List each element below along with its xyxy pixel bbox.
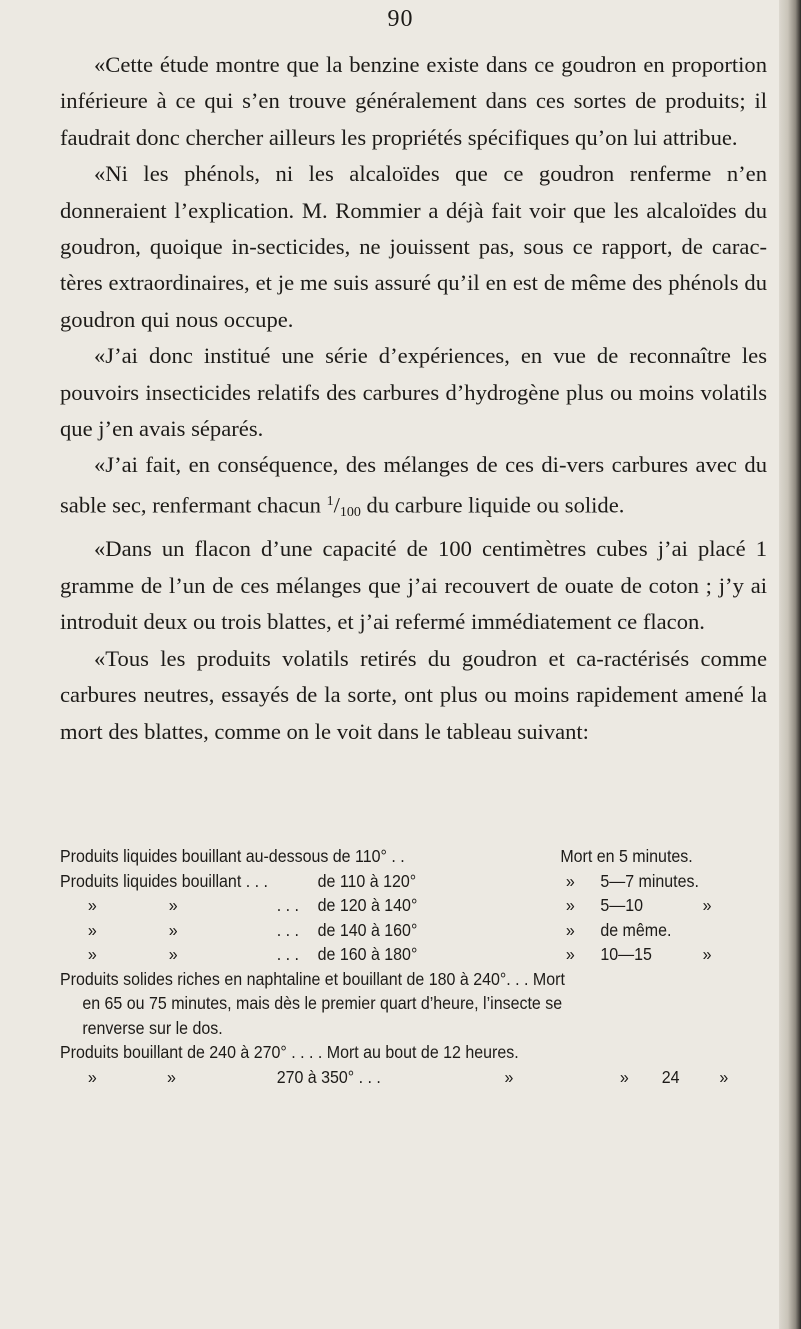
paragraph-1: «Cette étude montre que la benzine existe dans ce goudron en proportion inférieure à ce qui s’en trouve généralement dans ces sortes de produits; il faudrait donc chercher ailleurs les propriétés spécifiques qu’on lui attribue.: [60, 52, 767, 150]
results-table: [60, 844, 729, 1089]
paragraph-3: «J’ai donc institué une série d’expériences, en vue de reconnaître les pouvoirs insecticides relatifs des carbures d’hydrogène plus ou moins volatils que j’en avais séparés.: [60, 343, 767, 442]
table-cell-ditto: »: [565, 895, 575, 915]
table-cell-product: Produits liquides bouillant au-dessous de 110° . .: [60, 846, 405, 866]
table-cell-result: 5—10: [600, 895, 643, 915]
table-row: [60, 942, 718, 967]
table-cell-solides-line1: Produits solides riches en naphtaline et bouillant de 180 à 240°. . . Mort: [60, 968, 565, 989]
table-cell-result: de même.: [600, 919, 672, 940]
table-cell-leader: . . .: [276, 944, 299, 964]
table-cell-ditto: »: [619, 1066, 629, 1087]
body-text: [60, 47, 767, 750]
table-cell-ditto: »: [168, 919, 178, 940]
table-cell-ditto: »: [87, 919, 97, 940]
table-cell-ditto: »: [168, 944, 178, 964]
table-cell-range: 270 à 350° . . .: [276, 1066, 381, 1087]
paragraph-6: «Tous les produits volatils retirés du goudron et ca-ractérisés comme carbures neutres, essayés de la sorte, ont plus ou moins rapidement amené la mort des blattes, comme on le voit dans le tableau suivant:: [60, 645, 767, 744]
table-row: [60, 844, 718, 869]
table-cell-product: Produits bouillant de 240 à 270° . . . . Mort au bout de 12 heures.: [60, 1042, 519, 1062]
table-cell-ditto: »: [504, 1066, 514, 1087]
table-cell-range: de 110 à 120°: [317, 870, 417, 891]
table-cell-ditto: »: [168, 895, 178, 915]
table-cell-result: 10—15: [600, 944, 652, 964]
table-cell-range: de 160 à 180°: [317, 944, 418, 964]
table-row: [60, 1016, 718, 1041]
table-cell-ditto: »: [87, 895, 97, 915]
paragraph-4: [60, 447, 767, 531]
table-cell-ditto: »: [719, 1066, 729, 1087]
table-cell-result: Mort en 5 minutes.: [560, 846, 693, 866]
page-edge-shadow: [779, 0, 801, 1329]
table-row: [60, 967, 718, 992]
table-cell-result: 24: [661, 1066, 680, 1087]
table-row: [60, 918, 718, 943]
table-cell-ditto: »: [702, 944, 712, 964]
table-cell-leader: . . .: [276, 895, 299, 915]
table-cell-ditto: »: [166, 1066, 176, 1087]
table-cell-result: 5—7 minutes.: [600, 870, 699, 891]
table-cell-ditto: »: [565, 919, 575, 940]
paragraph-5: «Dans un flacon d’une capacité de 100 centimètres cubes j’ai placé 1 gramme de l’un de ces mélanges que j’ai recouvert de ouate de coton ; j’y ai introduit deux ou trois blattes, et j’ai refermé immédiatement ce flacon.: [60, 536, 767, 635]
table-row: [60, 893, 718, 918]
table-cell-ditto: »: [565, 944, 575, 964]
table-cell-product: Produits liquides bouillant . . .: [60, 870, 268, 891]
table-cell-solides-line2: en 65 ou 75 minutes, mais dès le premier quart d’heure, l’insecte se: [82, 993, 563, 1013]
table-cell-ditto: »: [87, 1066, 97, 1087]
table-cell-range: de 140 à 160°: [317, 919, 418, 940]
table-cell-ditto: »: [87, 944, 97, 964]
fraction-slash: /: [333, 492, 340, 518]
table-row: [60, 1040, 718, 1065]
table-row: [60, 869, 718, 894]
table-row: [60, 1065, 729, 1090]
paragraph-4-text-end: du carbure liquide ou solide.: [360, 492, 625, 518]
table-cell-ditto: »: [702, 895, 712, 915]
table-row: [60, 991, 718, 1016]
paragraph-2: «Ni les phénols, ni les alcaloïdes que ce goudron renferme n’en donneraient l’explication. M. Rommier a déjà fait voir que les alcaloïdes du goudron, quoique in-secticides, ne jouissent pas, sous ce rapport, de carac-tères extraordinaires, et je me suis assuré qu’il en est de même des phénols du goudron qui nous occupe.: [60, 161, 767, 332]
table-cell-leader: . . .: [276, 919, 299, 940]
table-cell-ditto: »: [565, 870, 575, 891]
table-cell-range: de 120 à 140°: [317, 895, 418, 915]
table-cell-solides-line3: renverse sur le dos.: [82, 1017, 223, 1038]
paragraph-4-text: «J’ai fait, en conséquence, des mélanges de ces di-vers carbures avec du sable sec, renfermant chacun: [60, 452, 767, 518]
page-number: 90: [387, 6, 414, 32]
fraction-numerator: 1: [326, 493, 334, 509]
fraction-denominator: 100: [339, 505, 361, 521]
